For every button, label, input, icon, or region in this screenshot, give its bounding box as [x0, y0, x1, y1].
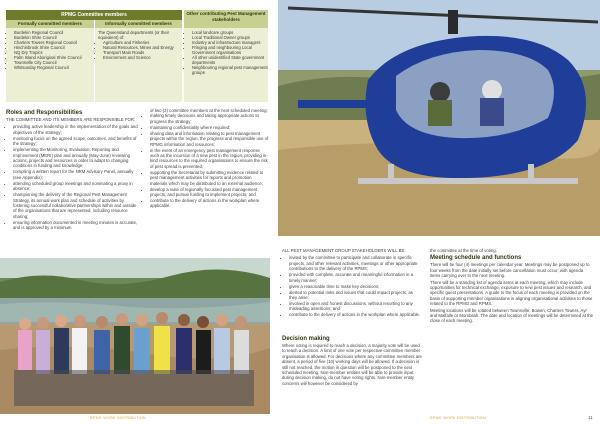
helicopter-photo-image — [278, 0, 600, 236]
col2-intro: The Queensland departments (or their equivalent) of: — [98, 30, 169, 40]
list-item: • involved in open and honest discussions, without resorting to any misleading assertions; and — [289, 301, 422, 312]
roles-cont-text: of two (2) committee members at the next scheduled meeting; — [150, 108, 268, 113]
list-item: • alerted to potential risks and issues that could impact projects, as they arise; — [289, 290, 422, 301]
list-item: • Burdekin Regional Council — [14, 30, 94, 35]
list-item: • Hinchinbrook Shire Council — [14, 45, 94, 50]
list-item: • provided with complete, accurate and meaningful information in a timely manner; — [289, 272, 422, 283]
committee-table — [6, 10, 268, 102]
list-item: • championing the delivery of the Regional Pest Management Strategy, its annual work plan and schedule of activities by fostering successful collaborative partnerships within and outside of the organisations that are represented, including resource sharing; — [13, 192, 138, 219]
helicopter-photo — [278, 0, 600, 236]
list-item: • attending scheduled group meetings and nominating a proxy in absence; — [13, 181, 138, 192]
list-item: • invited by the committee to participate and collaborate in specific projects, and other relevant activities, meetings or other appropriate contributions to the delivery of the RPMS; — [289, 255, 422, 271]
col2-list — [95, 28, 182, 102]
group-photo-image — [0, 258, 270, 414]
meeting-para: Meeting locations will be rotated between Townsville, Bowen, Charters Towers, Ayr and Malfalle or Mornbilah. The date and location of meetings will be determined at the close of each meeting. — [430, 307, 594, 324]
group-photo — [0, 258, 270, 414]
roles-intro: THE COMMITTEE AND ITS MEMBERS ARE RESPONSIBLE FOR: — [6, 117, 136, 122]
list-item: • Burdekin Shire Council — [14, 35, 94, 40]
list-item: • contribute to the delivery of actions in the workplan where applicable. — [150, 198, 269, 209]
col3-list — [184, 28, 268, 102]
list-item: • Palm Island Aboriginal Shire Council — [14, 55, 94, 60]
list-item: • Natural Resources, Mines and Energy — [103, 45, 182, 50]
list-item: • monitoring focus on the agreed scope, outcomes, and benefits of the strategy; — [13, 136, 138, 147]
stakeholders-intro: ALL PEST MANAGEMENT GROUP STAKEHOLDERS WILL BE: — [282, 248, 406, 253]
list-item: • All other unidentified State government departments — [192, 55, 268, 65]
list-item: • Whitsunday Regional Council — [14, 65, 94, 70]
list-item: • Charters Towers Regional Council — [14, 40, 94, 45]
list-item: • in the event of an emergency pest management response such as the incursion of a new pest in the region, providing in-kind resources to the required organisations to ensure the risk of pest spread is prevented; — [150, 148, 269, 170]
list-item: • Transport Main Roads — [103, 50, 182, 55]
decision-title: Decision making — [282, 336, 330, 342]
col1-header: Formally committed members — [6, 20, 94, 28]
list-item: • ensuring information documented in meeting minutes is accurate, and is approved by a minimum — [13, 220, 138, 231]
meeting-para: There will be a standing list of agenda items at each meeting, which may include opportunities for technical exchange, exposure to new pest issues and research, and specific guest presentations. A guide to the focus of each meeting is provided on the basis of supporting member organisations in aligning organisational activities to those related to the RPMG and RPMS. — [430, 279, 593, 307]
roles-continued — [143, 108, 269, 209]
col2-header: Informally committed members — [95, 20, 182, 28]
footer-left: RPMG WORK DISTRIBUTION — [90, 416, 146, 420]
decision-body: Where voting is required to reach a decision, a majority vote will be used to reach a decision. A limit of one vote per respective committee member organisation is allowed. For decisions where any committee members are absent, a period of five (10) working days will be allowed. If a decision is still not reached, the motion in question will be postponed to the next scheduled meeting. Non-member entities will be able to provide input during decision making, do not have voting rights. Non-member entity concerns will however be considered by — [282, 343, 422, 386]
table-title: RPMG Committee members — [6, 10, 182, 20]
table-other-title: Other contributing Pest Management stakeholders — [184, 10, 268, 28]
footer-right: RPMG WORK DISTRIBUTION — [430, 416, 486, 420]
stakeholders-section — [282, 248, 422, 318]
list-item: • given a reasonable time to make key decisions; — [289, 284, 422, 289]
list-item: • Townsville City Council — [14, 60, 94, 65]
list-item: • Neighbouring regional pest management groups — [192, 65, 268, 75]
list-item: • implementing the Monitoring, Evaluation, Reporting and Improvement (MERI) plan and annually (May-June) reviewing actions, projects and resources in order to adapt to changing conditions in funding and knowledge; — [13, 147, 138, 169]
col1-list — [6, 28, 94, 102]
list-item: • supporting the Secretariat by submitting evidence related to pest management activities for reports and promotion materials which may be distributed to an external audience; — [150, 170, 269, 186]
meeting-cont: the committee at the time of voting. — [430, 248, 497, 253]
list-item: • sharing data and information relating to pest management projects within the region, the progress and responsible use of RPMG information and resources; — [150, 131, 269, 147]
list-item: • Fringing and neighbouring Local Government organisations — [192, 45, 268, 55]
list-item: • Industry and infrastructure managers — [192, 40, 268, 45]
meeting-title: Meeting schedule and functions — [430, 255, 522, 262]
page-number: 11 — [588, 415, 593, 420]
decision-section — [282, 336, 422, 386]
list-item: • Local landcare groups — [192, 30, 268, 35]
list-item: • providing active leadership in the implementation of the goals and objectives of the strategy; — [13, 124, 138, 135]
list-item: • Environment and Science — [103, 55, 182, 60]
roles-title: Roles and Responsibilities — [6, 110, 83, 116]
list-item: • compiling a written report for the NRM Advisory Panel, annually (see Appendix); — [13, 169, 138, 180]
list-item: • making timely decisions and taking appropriate actions to progress the strategy; — [150, 113, 269, 124]
list-item: • develop a suite of regionally focussed pest management projects, and pursue funding to implement projects; and — [150, 187, 269, 198]
list-item: • Local Traditional Owner groups — [192, 35, 268, 40]
roles-section — [6, 110, 138, 231]
list-item: • contribute to the delivery of actions in the workplan where applicable. — [289, 312, 422, 317]
list-item: • maintaining confidentiality where required; — [150, 125, 269, 130]
meeting-para: There will be four (4) meetings per calendar year. Meetings may be postponed up to four weeks from the date initially set before cancellation must occur, with agenda items carrying over to the next meeting. — [430, 262, 590, 279]
list-item: • NQ Dry Tropics — [14, 50, 94, 55]
meeting-section — [430, 248, 594, 324]
list-item: • Agriculture and Fisheries — [103, 40, 182, 45]
